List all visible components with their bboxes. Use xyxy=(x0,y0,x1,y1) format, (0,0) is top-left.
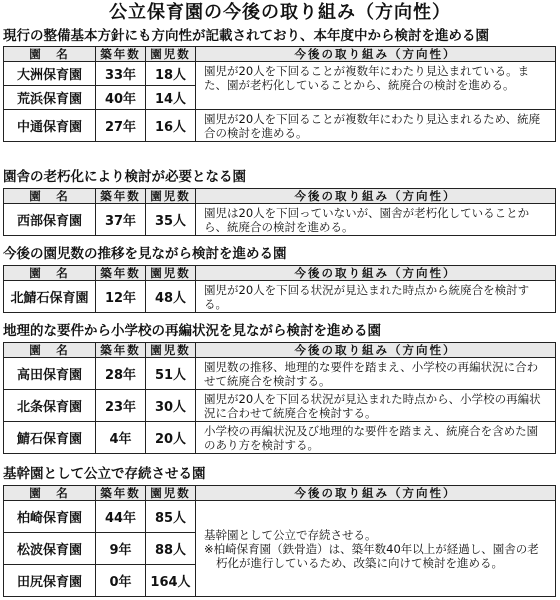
header-row xyxy=(4,486,556,501)
building-age: 4年 xyxy=(96,422,146,454)
nursery-name: 荒浜保育園 xyxy=(4,86,96,110)
nursery-table-5 xyxy=(3,485,556,597)
header-row xyxy=(4,343,556,358)
plan-text xyxy=(196,501,556,597)
nursery-name: 鯖石保育園 xyxy=(4,422,96,454)
header-row xyxy=(4,47,556,62)
table-row xyxy=(4,62,556,86)
table-row xyxy=(4,390,556,422)
table-row xyxy=(4,204,556,236)
table-row xyxy=(4,422,556,454)
building-age: 28年 xyxy=(96,358,146,390)
header-plan: 今後の取り組み（方向性） xyxy=(196,266,556,281)
table-row xyxy=(4,110,556,142)
page-title: 公立保育園の今後の取り組み（方向性） xyxy=(109,2,451,23)
plan-text: 園児数の推移、地理的な要件を踏まえ、小学校の再編状況に合わせて統廃合を検討する。 xyxy=(196,358,556,390)
table-row xyxy=(4,501,556,533)
nursery-name: 大洲保育園 xyxy=(4,62,96,86)
header-children: 園児数 xyxy=(146,189,196,204)
nursery-table-1 xyxy=(3,46,556,142)
header-name: 園 名 xyxy=(4,266,96,281)
section-heading: 今後の園児数の推移を見ながら検討を進める園 xyxy=(3,246,287,262)
table-row xyxy=(4,281,556,313)
building-age: 37年 xyxy=(96,204,146,236)
building-age: 40年 xyxy=(96,86,146,110)
header-years: 築年数 xyxy=(96,486,146,501)
nursery-name: 中通保育園 xyxy=(4,110,96,142)
child-count: 88人 xyxy=(146,533,196,565)
plan-text: 小学校の再編状況及び地理的な要件を踏まえ、統廃合を含めた園のあり方を検討する。 xyxy=(196,422,556,454)
table-row xyxy=(4,358,556,390)
section-heading: 地理的な要件から小学校の再編状況を見ながら検討を進める園 xyxy=(3,323,381,339)
plan-text: 園児は20人を下回っていないが、園舎が老朽化していることから、統廃合の検討を進める。 xyxy=(196,204,556,236)
plan-note-text: ※柏崎保育園（鉄骨造）は、築年数40年以上が経過し、園舎の老朽化が進行しているため、改築に向けて検討を進める。 xyxy=(204,541,539,570)
building-age: 9年 xyxy=(96,533,146,565)
child-count: 16人 xyxy=(146,110,196,142)
nursery-table-4 xyxy=(3,342,556,454)
child-count: 35人 xyxy=(146,204,196,236)
header-name: 園 名 xyxy=(4,47,96,62)
building-age: 0年 xyxy=(96,565,146,597)
header-years: 築年数 xyxy=(96,189,146,204)
child-count: 85人 xyxy=(146,501,196,533)
header-plan: 今後の取り組み（方向性） xyxy=(196,189,556,204)
header-name: 園 名 xyxy=(4,343,96,358)
plan-text: 園児が20人を下回ることが複数年にわたり見込まれるため、統廃合の検討を進める。 xyxy=(196,110,556,142)
child-count: 48人 xyxy=(146,281,196,313)
header-children: 園児数 xyxy=(146,486,196,501)
header-plan: 今後の取り組み（方向性） xyxy=(196,343,556,358)
nursery-name: 柏崎保育園 xyxy=(4,501,96,533)
header-years: 築年数 xyxy=(96,343,146,358)
header-children: 園児数 xyxy=(146,266,196,281)
plan-text: 園児が20人を下回る状況が見込まれた時点から統廃合を検討する。 xyxy=(196,281,556,313)
header-children: 園児数 xyxy=(146,47,196,62)
nursery-table-2 xyxy=(3,188,556,236)
building-age: 23年 xyxy=(96,390,146,422)
nursery-name: 北鯖石保育園 xyxy=(4,281,96,313)
child-count: 20人 xyxy=(146,422,196,454)
section-heading: 基幹園として公立で存続させる園 xyxy=(3,466,206,482)
header-name: 園 名 xyxy=(4,189,96,204)
header-plan: 今後の取り組み（方向性） xyxy=(196,47,556,62)
section-heading: 園舎の老朽化により検討が必要となる園 xyxy=(3,169,246,185)
child-count: 30人 xyxy=(146,390,196,422)
plan-main-text: 基幹園として公立で存続させる。 xyxy=(204,527,377,542)
header-name: 園 名 xyxy=(4,486,96,501)
building-age: 12年 xyxy=(96,281,146,313)
plan-text: 園児が20人を下回ることが複数年にわたり見込まれている。また、園が老朽化していることから、統廃合の検討を進める。 xyxy=(196,62,556,110)
nursery-name: 北条保育園 xyxy=(4,390,96,422)
header-row xyxy=(4,189,556,204)
nursery-name: 田尻保育園 xyxy=(4,565,96,597)
building-age: 33年 xyxy=(96,62,146,86)
building-age: 44年 xyxy=(96,501,146,533)
header-plan: 今後の取り組み（方向性） xyxy=(196,486,556,501)
plan-text: 園児が20人を下回る状況が見込まれた時点から、小学校の再編状況に合わせて統廃合を検討する。 xyxy=(196,390,556,422)
nursery-name: 西部保育園 xyxy=(4,204,96,236)
child-count: 14人 xyxy=(146,86,196,110)
child-count: 18人 xyxy=(146,62,196,86)
nursery-name: 松波保育園 xyxy=(4,533,96,565)
header-years: 築年数 xyxy=(96,266,146,281)
nursery-table-3 xyxy=(3,265,556,313)
header-row xyxy=(4,266,556,281)
header-years: 築年数 xyxy=(96,47,146,62)
nursery-name: 高田保育園 xyxy=(4,358,96,390)
child-count: 51人 xyxy=(146,358,196,390)
building-age: 27年 xyxy=(96,110,146,142)
section-heading: 現行の整備基本方針にも方向性が記載されており、本年度中から検討を進める園 xyxy=(3,28,489,44)
header-children: 園児数 xyxy=(146,343,196,358)
child-count: 164人 xyxy=(146,565,196,597)
